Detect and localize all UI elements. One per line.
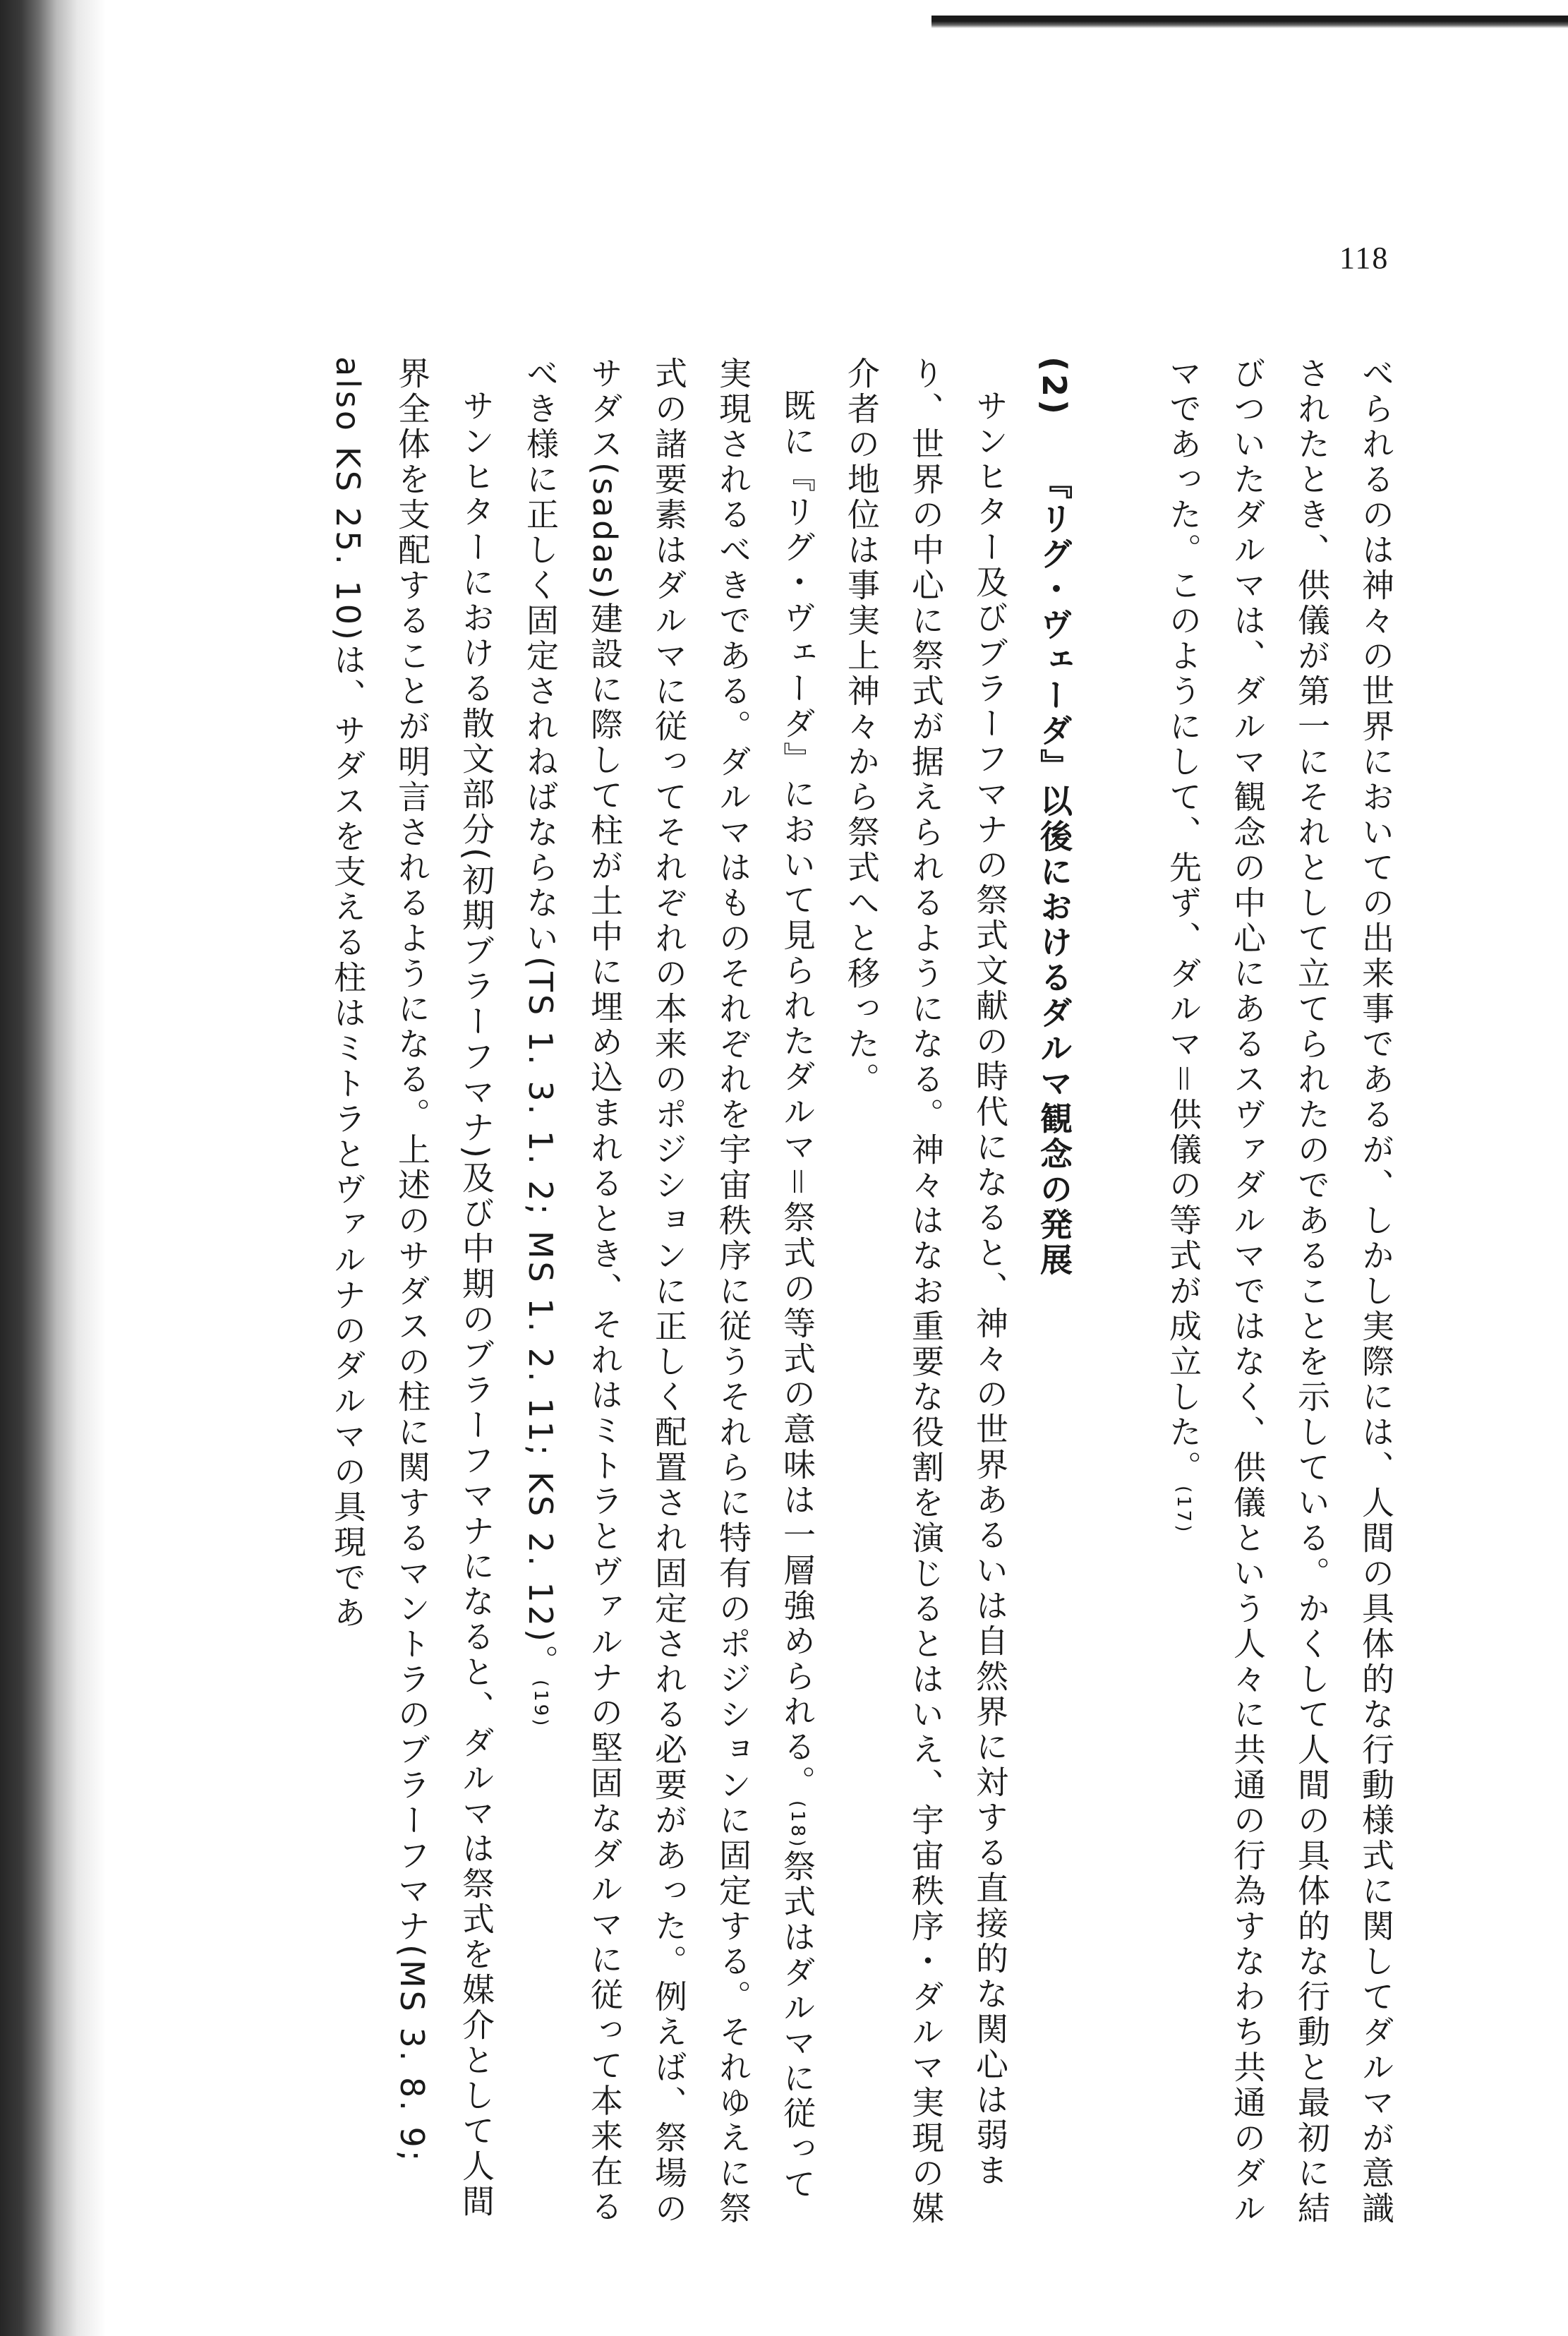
body-text <box>180 356 1408 2234</box>
paragraph <box>315 356 508 2234</box>
paragraph-text: 既に『リグ・ヴェーダ』において見られたダルマ＝祭式の等式の意味は一層強められる。 <box>778 389 816 1800</box>
paragraph <box>1151 356 1408 2234</box>
section-gap <box>1086 356 1151 2234</box>
section-title: 『リグ・ヴェーダ』以後におけるダルマ観念の発展 <box>1035 466 1073 1279</box>
footnote-marker: (17) <box>1173 1486 1194 1535</box>
paragraph-text: べられるのは神々の世界においての出来事であるが、しかし実際には、人間の具体的な行動様式に関してダルマが意識されたとき、供儀が第一にそれとして立てられたのであることを示している。かくして人間の具体的な行動と最初に結びついたダルマは、ダルマ観念の中心にあるスヴァダルマではなく、供儀という人々に共通の行為すなわち共通のダルマであった。このようにして、先ず、ダルマ＝供儀の等式が成立した。 <box>1164 356 1395 2227</box>
paragraph <box>508 356 829 2234</box>
section-number: (2) <box>1035 356 1073 418</box>
paragraph-text: 祭式はダルマに従って実現されるべきである。ダルマはものそれぞれを宇宙秩序に従うそれらに特有のポジションに固定する。それゆえに祭式の諸要素はダルマに従ってそれぞれの本来のポジションに正しく配置され固定される必要があった。例えば、祭場のサダス(sadas)建設に際して柱が土中に埋め込まれるとき、それはミトラとヴァルナの堅固なダルマに従って本来在るべき様に正しく固定されねばならない(TS 1. 3. 1. 2; MS 1. 2. 11; KS 2. 12)。 <box>521 356 816 2227</box>
footnote-marker: (19) <box>530 1679 551 1729</box>
footnote-marker: (18) <box>787 1800 808 1850</box>
paragraph-text: サンヒター及びブラーフマナの祭式文献の時代になると、神々の世界あるいは自然界に対する直接的な関心は弱まり、世界の中心に祭式が据えられるようになる。神々はなお重要な役割を演じるとはいえ、宇宙秩序・ダルマ実現の媒介者の地位は事実上神々から祭式へと移った。 <box>843 356 1009 2227</box>
section-heading <box>1022 356 1086 2234</box>
paragraph-text: サンヒターにおける散文部分(初期ブラーフマナ)及び中期のブラーフマナになると、ダルマは祭式を媒介として人間界全体を支配することが明言されるようになる。上述のサダスの柱に関するマントラのブラーフマナ(MS 3. 8. 9; also KS 25. 10)は、サダスを支える柱はミトラとヴァルナのダルマの具現であ <box>329 356 495 2220</box>
scan-top-edge <box>931 16 1568 28</box>
scan-binding-shadow <box>0 0 106 2336</box>
paragraph <box>829 356 1022 2234</box>
page-number: 118 <box>1339 241 1389 275</box>
